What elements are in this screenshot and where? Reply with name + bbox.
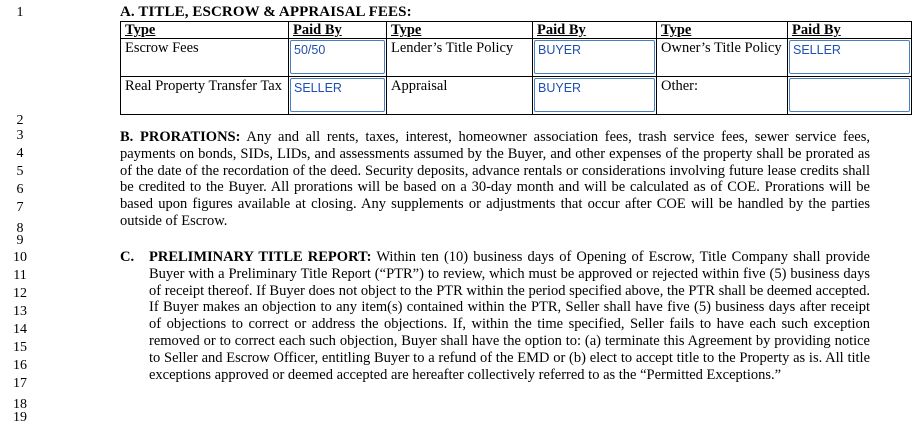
line-number: 4 xyxy=(16,146,24,161)
table-header-row xyxy=(121,22,912,39)
fee-type: Other: xyxy=(657,77,788,115)
line-number: 14 xyxy=(13,322,27,337)
lenders-title-paid-by-field[interactable]: BUYER xyxy=(534,40,655,74)
section-b-prorations xyxy=(120,129,870,230)
fee-type: Real Property Transfer Tax xyxy=(121,77,289,115)
line-number: 5 xyxy=(16,164,24,179)
appraisal-paid-by-field[interactable]: BUYER xyxy=(534,78,655,112)
line-number: 3 xyxy=(16,128,24,143)
column-header: Type xyxy=(657,22,788,39)
section-c-preliminary-title-report xyxy=(149,249,870,383)
line-number: 6 xyxy=(16,182,24,197)
line-number: 11 xyxy=(13,268,27,283)
column-header: Paid By xyxy=(533,22,657,39)
section-c-text: Within ten (10) business days of Opening of Escrow, Title Company shall provide Buyer with a Preliminary Title Report (“PTR”) to review, which must be approved or rejected within five (5) business days of receipt thereof. If Buyer does not object to the PTR within the period specified above, the PTR shall be deemed accepted. If Buyer makes an objection to any item(s) contained within the PTR, Seller shall have five (5) business days after receipt of objections to correct or address the objections. If, within the time specified, Seller fails to have each such exception removed or to correct each such objection, Buyer shall have the option to: (a) terminate this Agreement by providing notice to Seller and Escrow Officer, entitling Buyer to a refund of the EMD or (b) elect to accept title to the Property as is. All title exceptions approved or deemed accepted are hereafter collectively referred to as the “Permitted Exceptions.” xyxy=(149,249,870,383)
line-number: 10 xyxy=(13,250,27,265)
column-header: Type xyxy=(121,22,289,39)
table-row xyxy=(121,77,912,115)
line-number: 12 xyxy=(13,286,27,301)
fee-type: Owner’s Title Policy xyxy=(657,39,788,77)
line-number: 15 xyxy=(13,340,27,355)
section-c-label: PRELIMINARY TITLE REPORT: xyxy=(149,249,372,265)
fee-type: Appraisal xyxy=(387,77,533,115)
section-b-label: B. PRORATIONS: xyxy=(120,129,241,145)
column-header: Type xyxy=(387,22,533,39)
section-c-letter: C. xyxy=(120,249,135,265)
line-number: 8 xyxy=(16,221,24,236)
line-number: 7 xyxy=(16,200,24,215)
escrow-fees-paid-by-field[interactable]: 50/50 xyxy=(290,40,385,74)
owners-title-paid-by-field[interactable]: SELLER xyxy=(789,40,910,74)
table-row xyxy=(121,39,912,77)
line-number: 17 xyxy=(13,376,27,391)
line-number: 19 xyxy=(13,410,27,425)
line-number: 9 xyxy=(16,233,24,248)
section-b-text: Any and all rents, taxes, interest, homeowner association fees, trash service fees, sewer service fees, payments on bonds, SIDs, LIDs, and assessments assumed by the Buyer, and other expenses of the property shall be prorated as of the date of the recordation of the deed. Security deposits, advance rentals or considerations involving future lease credits shall be credited to the Buyer. All prorations will be based on a 30-day month and will be calculated as of COE. Prorations will be based upon figures available at closing. Any supplements or adjustments that occur after COE will be handled by the parties outside of Escrow. xyxy=(120,129,870,229)
line-number: 1 xyxy=(16,5,24,20)
fee-type: Lender’s Title Policy xyxy=(387,39,533,77)
transfer-tax-paid-by-field[interactable]: SELLER xyxy=(290,78,385,112)
column-header: Paid By xyxy=(289,22,387,39)
section-a-title: A. TITLE, ESCROW & APPRAISAL FEES: xyxy=(120,4,412,20)
fees-table xyxy=(120,21,912,115)
line-number: 2 xyxy=(16,113,24,128)
line-number: 18 xyxy=(13,397,27,412)
line-number: 16 xyxy=(13,358,27,373)
column-header: Paid By xyxy=(788,22,912,39)
line-number: 13 xyxy=(13,304,27,319)
fee-type: Escrow Fees xyxy=(121,39,289,77)
other-paid-by-field[interactable] xyxy=(789,78,910,112)
